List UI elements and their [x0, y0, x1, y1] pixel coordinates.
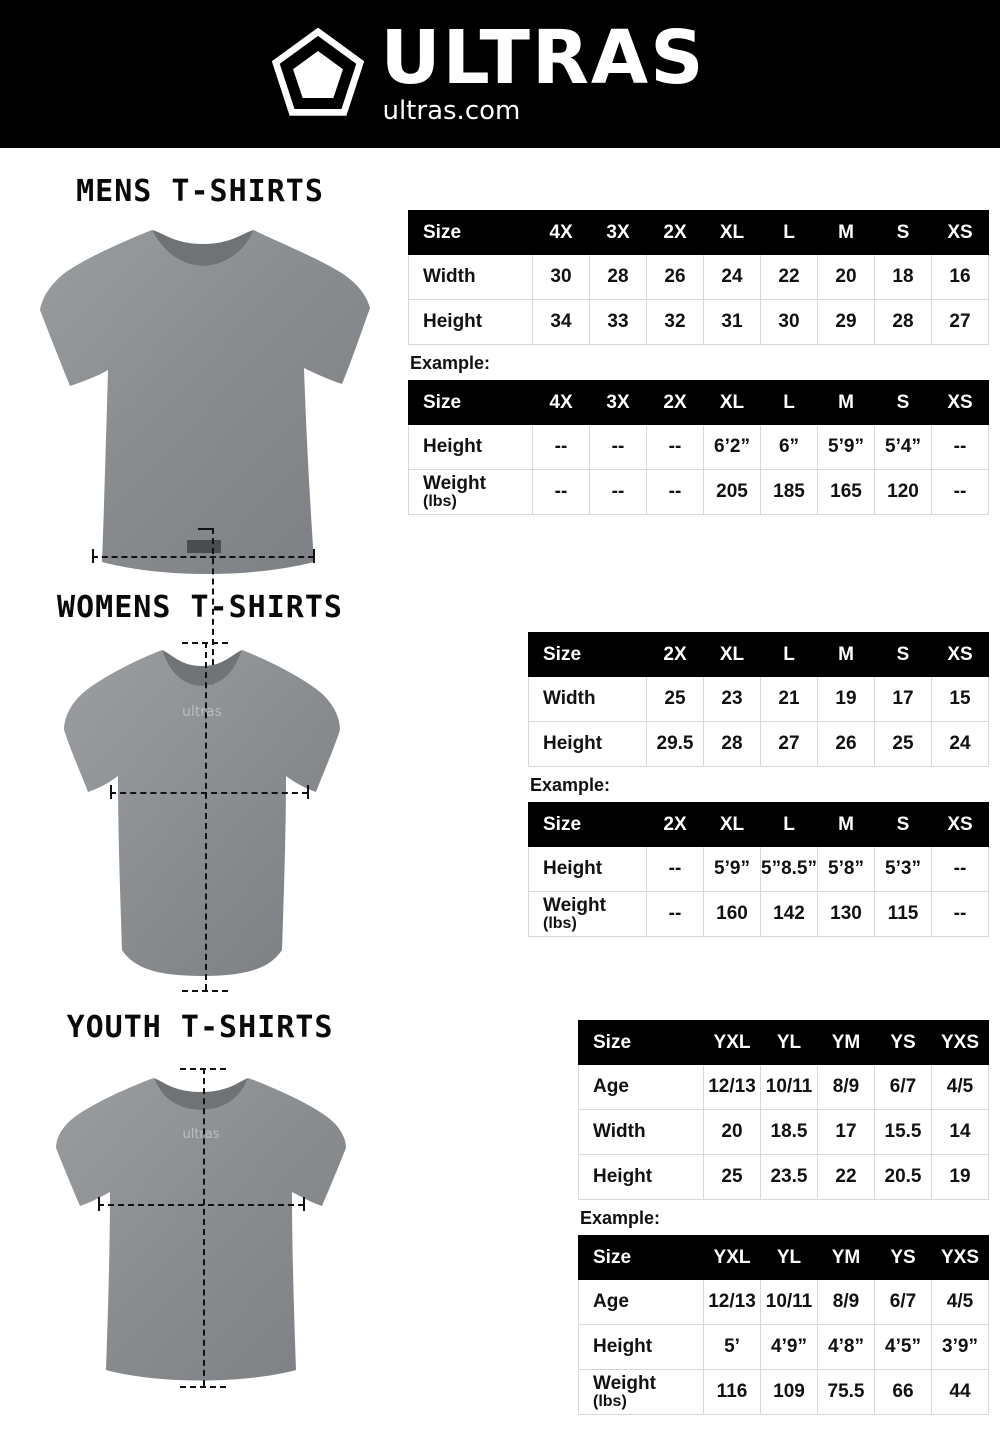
col-header-s: S [875, 211, 932, 255]
col-header-ym: YM [818, 1021, 875, 1065]
col-header-ys: YS [875, 1021, 932, 1065]
measure-width-tick-left-womens [110, 785, 112, 799]
table-header-row [409, 211, 989, 255]
col-header-xl: XL [704, 381, 761, 425]
cell: 17 [875, 677, 932, 722]
row-label-weight [409, 470, 533, 515]
womens-tshirt-illustration [22, 620, 382, 1010]
row-label-height: Height [409, 425, 533, 470]
cell: 4/5 [932, 1065, 989, 1110]
cell: 12/13 [704, 1280, 761, 1325]
col-header-yl: YL [761, 1236, 818, 1280]
col-header-2x: 2X [647, 211, 704, 255]
cell: 28 [875, 300, 932, 345]
cell: 6’2” [704, 425, 761, 470]
col-header-s: S [875, 803, 932, 847]
cell: 28 [704, 722, 761, 767]
youth-tables [578, 1020, 988, 1415]
row-label-age: Age [579, 1280, 704, 1325]
table-header-row [409, 381, 989, 425]
col-header-3x: 3X [590, 381, 647, 425]
col-header-l: L [761, 381, 818, 425]
col-header-m: M [818, 211, 875, 255]
womens-size-table [528, 632, 989, 767]
cell: 18 [875, 255, 932, 300]
row-label-weight [529, 892, 647, 937]
cell: 12/13 [704, 1065, 761, 1110]
measure-width-line-mens [92, 556, 314, 558]
row-label-height: Height [409, 300, 533, 345]
cell: -- [590, 470, 647, 515]
cell: 185 [761, 470, 818, 515]
col-header-l: L [761, 633, 818, 677]
cell: 4/5 [932, 1280, 989, 1325]
col-header-ym: YM [818, 1236, 875, 1280]
cell: -- [533, 470, 590, 515]
cell: 22 [818, 1155, 875, 1200]
row-label-weight-unit: (lbs) [593, 1392, 627, 1410]
col-header-xl: XL [704, 803, 761, 847]
col-header-s: S [875, 633, 932, 677]
cell: 23 [704, 677, 761, 722]
cell: 15 [932, 677, 989, 722]
cell: 30 [533, 255, 590, 300]
svg-text:ultras: ultras [182, 1127, 220, 1142]
example-label-mens: Example: [410, 353, 491, 373]
col-header-m: M [818, 803, 875, 847]
col-header-3x: 3X [590, 211, 647, 255]
svg-text:ultras: ultras [182, 704, 222, 720]
row-label-weight-main: Weight [543, 894, 606, 916]
cell: 44 [932, 1370, 989, 1415]
cell: 25 [647, 677, 704, 722]
row-label-weight [579, 1370, 704, 1415]
col-header-yl: YL [761, 1021, 818, 1065]
cell: 5’9” [704, 847, 761, 892]
cell: 130 [818, 892, 875, 937]
col-header-xl: XL [704, 633, 761, 677]
cell: 142 [761, 892, 818, 937]
cell: 21 [761, 677, 818, 722]
col-header-l: L [761, 803, 818, 847]
cell: 116 [704, 1370, 761, 1415]
cell: 4’9” [761, 1325, 818, 1370]
cell: 8/9 [818, 1065, 875, 1110]
table-header-row [529, 633, 989, 677]
youth-size-table [578, 1020, 989, 1200]
cell: 5’4” [875, 425, 932, 470]
col-header-size: Size [579, 1021, 704, 1065]
brand-domain: ultras.com [382, 95, 521, 126]
row-label-height: Height [529, 722, 647, 767]
cell: 165 [818, 470, 875, 515]
col-header-4x: 4X [533, 381, 590, 425]
col-header-m: M [818, 381, 875, 425]
cell: 24 [704, 255, 761, 300]
cell: 28 [590, 255, 647, 300]
page-title-womens: WOMENS T-SHIRTS [57, 590, 343, 625]
cell: 8/9 [818, 1280, 875, 1325]
col-header-4x: 4X [533, 211, 590, 255]
table-row [579, 1110, 989, 1155]
table-row [529, 847, 989, 892]
cell: 29.5 [647, 722, 704, 767]
measure-width-tick-right-youth [303, 1197, 305, 1211]
cell: 6/7 [875, 1065, 932, 1110]
measure-width-tick-left-youth [98, 1197, 100, 1211]
cell: 24 [932, 722, 989, 767]
col-header-yxs: YXS [932, 1236, 989, 1280]
measure-width-tick-right-mens [313, 549, 315, 563]
col-header-2x: 2X [647, 803, 704, 847]
row-label-weight-main: Weight [593, 1372, 656, 1394]
cell: 75.5 [818, 1370, 875, 1415]
cell: 23.5 [761, 1155, 818, 1200]
col-header-xs: XS [932, 803, 989, 847]
col-header-size: Size [529, 803, 647, 847]
measure-height-line-womens [205, 642, 207, 990]
table-row [579, 1325, 989, 1370]
cell: 30 [761, 300, 818, 345]
measure-height-line-youth [203, 1068, 205, 1386]
cell: 18.5 [761, 1110, 818, 1155]
cell: 5’8” [818, 847, 875, 892]
col-header-size: Size [409, 211, 533, 255]
cell: 160 [704, 892, 761, 937]
row-label-weight-unit: (lbs) [543, 914, 577, 932]
measure-width-line-youth [98, 1204, 304, 1206]
table-row [529, 677, 989, 722]
cell: -- [647, 470, 704, 515]
cell: 20.5 [875, 1155, 932, 1200]
row-label-weight-unit: (lbs) [423, 492, 457, 510]
site-header [0, 0, 1000, 148]
col-header-xs: XS [932, 633, 989, 677]
table-row [579, 1280, 989, 1325]
cell: -- [590, 425, 647, 470]
cell: 19 [818, 677, 875, 722]
measure-height-bottom-womens [182, 990, 228, 992]
table-row [409, 470, 989, 515]
cell: -- [533, 425, 590, 470]
cell: 26 [818, 722, 875, 767]
cell: 109 [761, 1370, 818, 1415]
cell: 27 [932, 300, 989, 345]
measure-width-tick-left-mens [92, 549, 94, 563]
row-label-width: Width [579, 1110, 704, 1155]
cell: 120 [875, 470, 932, 515]
col-header-size: Size [579, 1236, 704, 1280]
cell: 31 [704, 300, 761, 345]
cell: 22 [761, 255, 818, 300]
cell: -- [932, 892, 989, 937]
cell: -- [932, 425, 989, 470]
cell: 20 [704, 1110, 761, 1155]
cell: 5’3” [875, 847, 932, 892]
table-header-row [579, 1021, 989, 1065]
table-row [579, 1065, 989, 1110]
row-label-height: Height [579, 1325, 704, 1370]
cell: 34 [533, 300, 590, 345]
cell: 4’8” [818, 1325, 875, 1370]
cell: 32 [647, 300, 704, 345]
womens-example-table [528, 802, 989, 937]
page-title-mens: MENS T-SHIRTS [76, 174, 324, 209]
mens-size-table [408, 210, 989, 345]
col-header-size: Size [529, 633, 647, 677]
cell: 205 [704, 470, 761, 515]
mens-tshirt-illustration [22, 210, 382, 610]
cell: 10/11 [761, 1280, 818, 1325]
table-header-row [579, 1236, 989, 1280]
row-label-age: Age [579, 1065, 704, 1110]
col-header-size: Size [409, 381, 533, 425]
col-header-m: M [818, 633, 875, 677]
table-row [579, 1370, 989, 1415]
col-header-xs: XS [932, 381, 989, 425]
row-label-height: Height [529, 847, 647, 892]
col-header-xl: XL [704, 211, 761, 255]
cell: 6/7 [875, 1280, 932, 1325]
cell: 16 [932, 255, 989, 300]
table-row [529, 722, 989, 767]
cell: 25 [704, 1155, 761, 1200]
cell: 17 [818, 1110, 875, 1155]
page-title-youth: YOUTH T-SHIRTS [66, 1010, 334, 1045]
mens-example-table [408, 380, 989, 515]
cell: 29 [818, 300, 875, 345]
col-header-ys: YS [875, 1236, 932, 1280]
cell: 115 [875, 892, 932, 937]
cell: 27 [761, 722, 818, 767]
col-header-2x: 2X [647, 633, 704, 677]
measure-width-line-womens [110, 792, 308, 794]
col-header-l: L [761, 211, 818, 255]
cell: -- [647, 892, 704, 937]
col-header-2x: 2X [647, 381, 704, 425]
example-label-youth: Example: [580, 1208, 661, 1228]
col-header-s: S [875, 381, 932, 425]
cell: 15.5 [875, 1110, 932, 1155]
example-label-womens: Example: [530, 775, 611, 795]
col-header-xs: XS [932, 211, 989, 255]
cell: -- [647, 425, 704, 470]
womens-tables [528, 632, 988, 937]
cell: 4’5” [875, 1325, 932, 1370]
row-label-height: Height [579, 1155, 704, 1200]
table-row [409, 300, 989, 345]
cell: 26 [647, 255, 704, 300]
cell: 5’ [704, 1325, 761, 1370]
cell: -- [932, 847, 989, 892]
cell: -- [647, 847, 704, 892]
cell: 25 [875, 722, 932, 767]
cell: -- [932, 470, 989, 515]
brand-name: ULTRAS [380, 14, 706, 101]
measure-height-bottom-youth [180, 1386, 226, 1388]
table-row [579, 1155, 989, 1200]
cell: 3’9” [932, 1325, 989, 1370]
row-label-width: Width [529, 677, 647, 722]
youth-tshirt-illustration [22, 1042, 382, 1422]
cell: 5”8.5” [761, 847, 818, 892]
row-label-weight-main: Weight [423, 472, 486, 494]
table-row [409, 255, 989, 300]
measure-height-tick-top-mens [198, 528, 212, 530]
mens-tables [408, 210, 988, 515]
brand-lockup [270, 14, 706, 126]
cell: 66 [875, 1370, 932, 1415]
cell: 33 [590, 300, 647, 345]
cell: 14 [932, 1110, 989, 1155]
cell: 10/11 [761, 1065, 818, 1110]
youth-example-table [578, 1235, 989, 1415]
table-header-row [529, 803, 989, 847]
col-header-yxl: YXL [704, 1236, 761, 1280]
table-row [529, 892, 989, 937]
col-header-yxl: YXL [704, 1021, 761, 1065]
pentagon-logo-icon [270, 26, 366, 122]
row-label-width: Width [409, 255, 533, 300]
cell: 6” [761, 425, 818, 470]
table-row [409, 425, 989, 470]
cell: 20 [818, 255, 875, 300]
col-header-yxs: YXS [932, 1021, 989, 1065]
cell: 19 [932, 1155, 989, 1200]
cell: 5’9” [818, 425, 875, 470]
measure-width-tick-right-womens [307, 785, 309, 799]
